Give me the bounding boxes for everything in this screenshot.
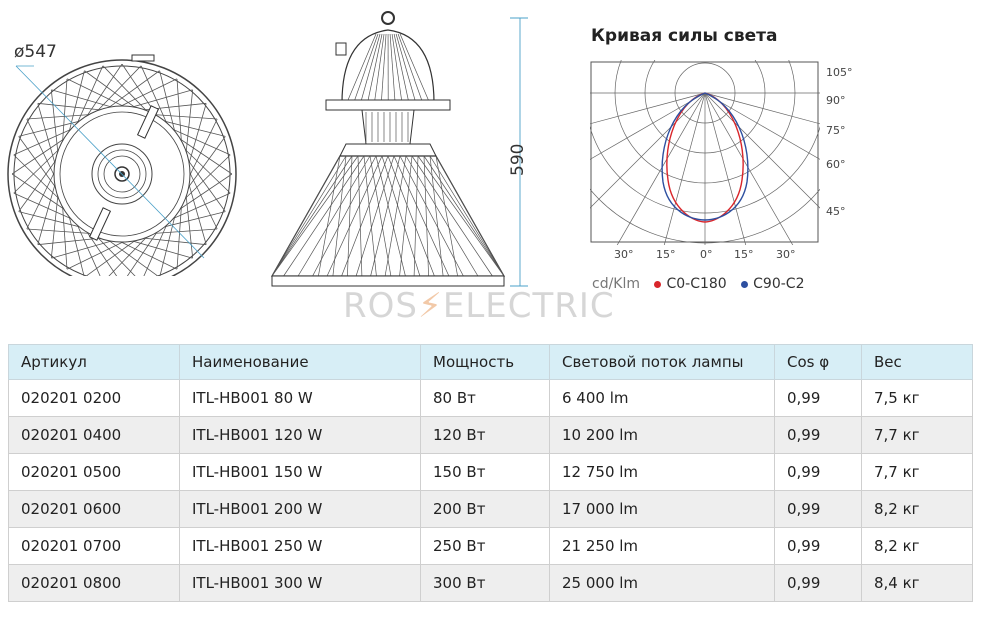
- cell-cos: 0,99: [775, 565, 862, 602]
- legend-item-c0: C0-C180: [654, 276, 726, 292]
- curve-legend: [592, 276, 814, 292]
- cell-power: 80 Вт: [421, 380, 550, 417]
- cell-name: ITL-HB001 120 W: [180, 417, 421, 454]
- cell-name: ITL-HB001 250 W: [180, 528, 421, 565]
- table-row: [9, 454, 973, 491]
- cell-weight: 7,7 кг: [862, 417, 973, 454]
- col-header-cos: Cos φ: [775, 345, 862, 380]
- cell-cos: 0,99: [775, 454, 862, 491]
- cell-name: ITL-HB001 150 W: [180, 454, 421, 491]
- cell-name: ITL-HB001 200 W: [180, 491, 421, 528]
- cell-flux: 12 750 lm: [550, 454, 775, 491]
- cell-power: 200 Вт: [421, 491, 550, 528]
- cell-weight: 8,2 кг: [862, 491, 973, 528]
- polar-chart: [590, 60, 853, 275]
- table-row: [9, 380, 973, 417]
- col-header-article: Артикул: [9, 345, 180, 380]
- deg-label: 60°: [826, 158, 846, 171]
- cell-power: 250 Вт: [421, 528, 550, 565]
- col-header-power: Мощность: [421, 345, 550, 380]
- curve-title: Кривая силы света: [591, 26, 778, 46]
- cell-article: 020201 0400: [9, 417, 180, 454]
- cell-weight: 7,5 кг: [862, 380, 973, 417]
- cell-cos: 0,99: [775, 528, 862, 565]
- height-label: 590: [508, 143, 528, 176]
- deg-label: 105°: [826, 66, 853, 79]
- cell-article: 020201 0500: [9, 454, 180, 491]
- col-header-name: Наименование: [180, 345, 421, 380]
- table-row: [9, 528, 973, 565]
- red-dot-icon: [654, 281, 661, 288]
- cell-cos: 0,99: [775, 417, 862, 454]
- spec-table: [8, 344, 973, 602]
- cell-article: 020201 0600: [9, 491, 180, 528]
- deg-label: 15°: [656, 248, 676, 261]
- cell-power: 120 Вт: [421, 417, 550, 454]
- table-row: [9, 491, 973, 528]
- cell-article: 020201 0800: [9, 565, 180, 602]
- cell-flux: 10 200 lm: [550, 417, 775, 454]
- deg-label: 0°: [700, 248, 713, 261]
- cell-cos: 0,99: [775, 380, 862, 417]
- unit-label: cd/Klm: [592, 276, 641, 292]
- cell-cos: 0,99: [775, 491, 862, 528]
- table-row: [9, 565, 973, 602]
- cell-power: 300 Вт: [421, 565, 550, 602]
- cell-flux: 17 000 lm: [550, 491, 775, 528]
- blue-dot-icon: [741, 281, 748, 288]
- cell-weight: 8,2 кг: [862, 528, 973, 565]
- side-view-drawing: [270, 8, 530, 293]
- table-header-row: [9, 345, 973, 380]
- cell-weight: 7,7 кг: [862, 454, 973, 491]
- cell-name: ITL-HB001 80 W: [180, 380, 421, 417]
- deg-label: 30°: [614, 248, 634, 261]
- deg-label: 45°: [826, 205, 846, 218]
- cell-flux: 21 250 lm: [550, 528, 775, 565]
- diameter-label: ø547: [14, 42, 57, 62]
- col-header-weight: Вес: [862, 345, 973, 380]
- cell-flux: 6 400 lm: [550, 380, 775, 417]
- table-row: [9, 417, 973, 454]
- cell-weight: 8,4 кг: [862, 565, 973, 602]
- deg-label: 15°: [734, 248, 754, 261]
- cell-flux: 25 000 lm: [550, 565, 775, 602]
- cell-power: 150 Вт: [421, 454, 550, 491]
- col-header-flux: Световой поток лампы: [550, 345, 775, 380]
- watermark: ROS⚡ELECTRIC: [343, 286, 615, 326]
- deg-label: 90°: [826, 94, 846, 107]
- cell-name: ITL-HB001 300 W: [180, 565, 421, 602]
- legend-item-c90: C90-C2: [741, 276, 804, 292]
- top-view-drawing: [4, 40, 240, 276]
- cell-article: 020201 0700: [9, 528, 180, 565]
- deg-label: 30°: [776, 248, 796, 261]
- deg-label: 75°: [826, 124, 846, 137]
- cell-article: 020201 0200: [9, 380, 180, 417]
